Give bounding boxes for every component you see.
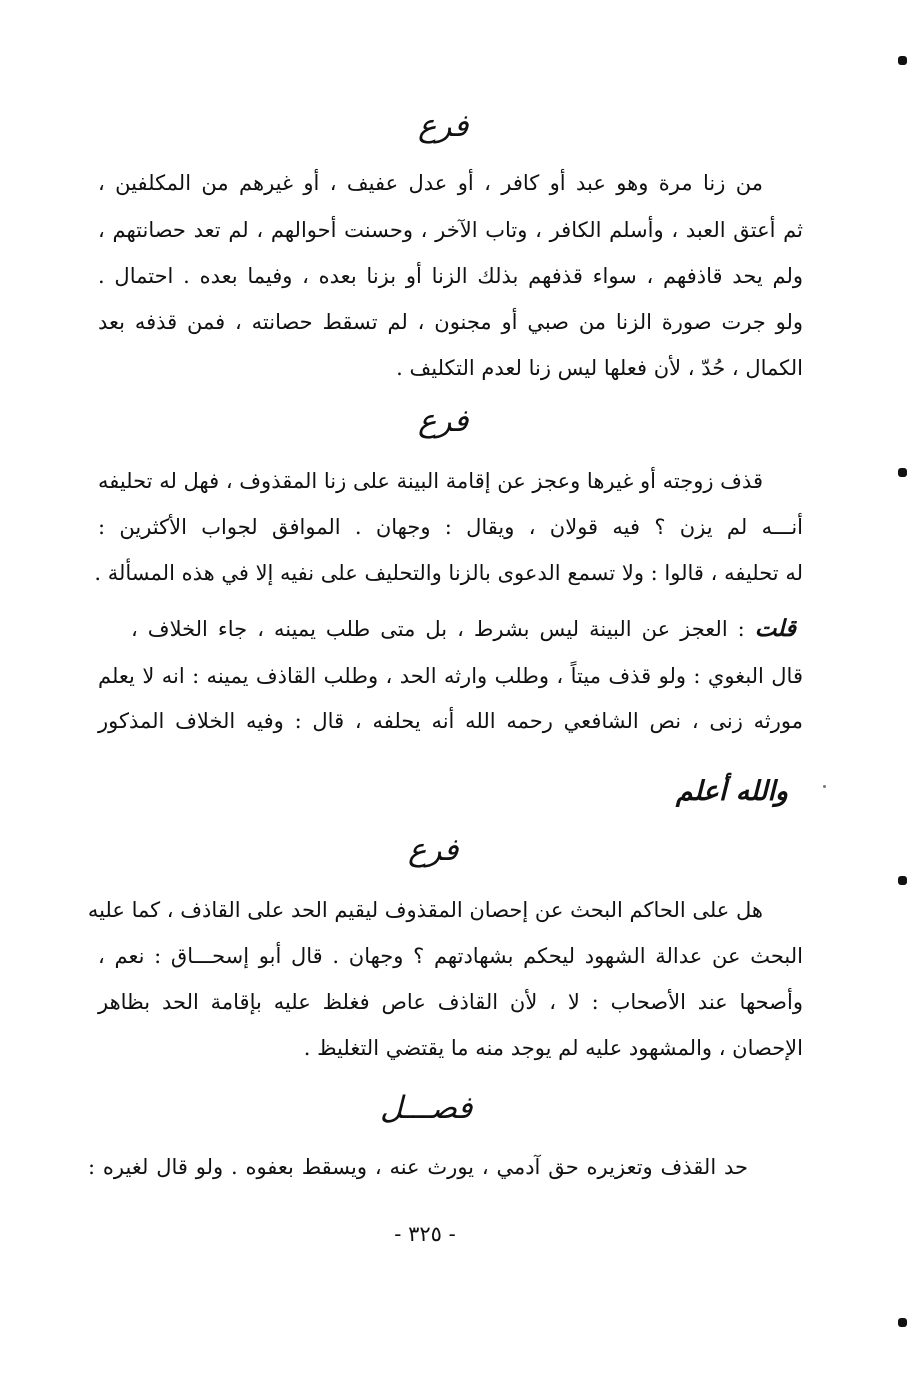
- text-line: قذف زوجته أو غيرها وعجز عن إقامة البينة على زنا المقذوف ، فهل له تحليفه: [97, 469, 763, 493]
- binding-mark: [898, 56, 907, 65]
- section-heading: فرع: [418, 403, 469, 439]
- text-line: أنـــه لم يزن ؟ فيه قولان ، ويقال : وجهان . الموافق لجواب الأكثرين :: [98, 515, 803, 539]
- note-text: : العجز عن البينة ليس بشرط ، بل متى طلب يمينه ، جاء الخلاف ،: [131, 617, 745, 641]
- note-line: [131, 614, 796, 644]
- text-line: قال البغوي : ولو قذف ميتاً ، وطلب وارثه الحد ، وطلب القاذف يمينه : انه لا يعلم: [98, 664, 803, 688]
- binding-mark: [898, 1318, 907, 1327]
- text-line: الكمال ، حُدّ ، لأن فعلها ليس زنا لعدم التكليف .: [396, 356, 803, 380]
- text-line: ولو جرت صورة الزنا من صبي أو مجنون ، لم تسقط حصانته ، فمن قذفه بعد: [98, 310, 803, 334]
- text-line: من زنا مرة وهو عبد أو كافر ، أو عدل عفيف ، أو غيرهم من المكلفين ،: [98, 171, 763, 195]
- binding-mark: [898, 468, 907, 477]
- section-heading: فرع: [408, 832, 459, 868]
- note-label: قلت: [754, 615, 796, 642]
- closing-phrase: والله أعلم: [675, 776, 788, 807]
- text-line: له تحليفه ، قالوا : ولا تسمع الدعوى بالزنا والتحليف على نفيه إلا في هذه المسألة .: [94, 561, 803, 585]
- text-line: البحث عن عدالة الشهود ليحكم بشهادتهم ؟ وجهان . قال أبو إسحـــاق : نعم ،: [98, 944, 803, 968]
- text-line: الإحصان ، والمشهود عليه لم يوجد منه ما يقتضي التغليظ .: [303, 1036, 803, 1060]
- text-line: ثم أعتق العبد ، وأسلم الكافر ، وتاب الآخر ، وحسنت أحوالهم ، لم تعد حصانتهم ،: [98, 218, 803, 242]
- text-line: هل على الحاكم البحث عن إحصان المقذوف ليقيم الحد على القاذف ، كما عليه: [87, 898, 763, 922]
- section-heading: فرع: [418, 108, 469, 144]
- page-number: - ٣٢٥ -: [394, 1222, 456, 1246]
- text-line: ولم يحد قاذفهم ، سواء قذفهم بذلك الزنا أو بزنا بعده ، وفيما بعده . احتمال .: [98, 264, 803, 288]
- text-line: حد القذف وتعزيره حق آدمي ، يورث عنه ، ويسقط بعفوه . ولو قال لغيره :: [88, 1155, 748, 1179]
- section-heading: فصـــل: [380, 1090, 473, 1126]
- text-line: مورثه زنى ، نص الشافعي رحمه الله أنه يحلفه ، قال : وفيه الخلاف المذكور: [98, 709, 803, 733]
- text-line: وأصحها عند الأصحاب : لا ، لأن القاذف عاص فغلظ عليه بإقامة الحد بظاهر: [98, 990, 803, 1014]
- binding-mark: [898, 876, 907, 885]
- paper-speck: [823, 785, 826, 788]
